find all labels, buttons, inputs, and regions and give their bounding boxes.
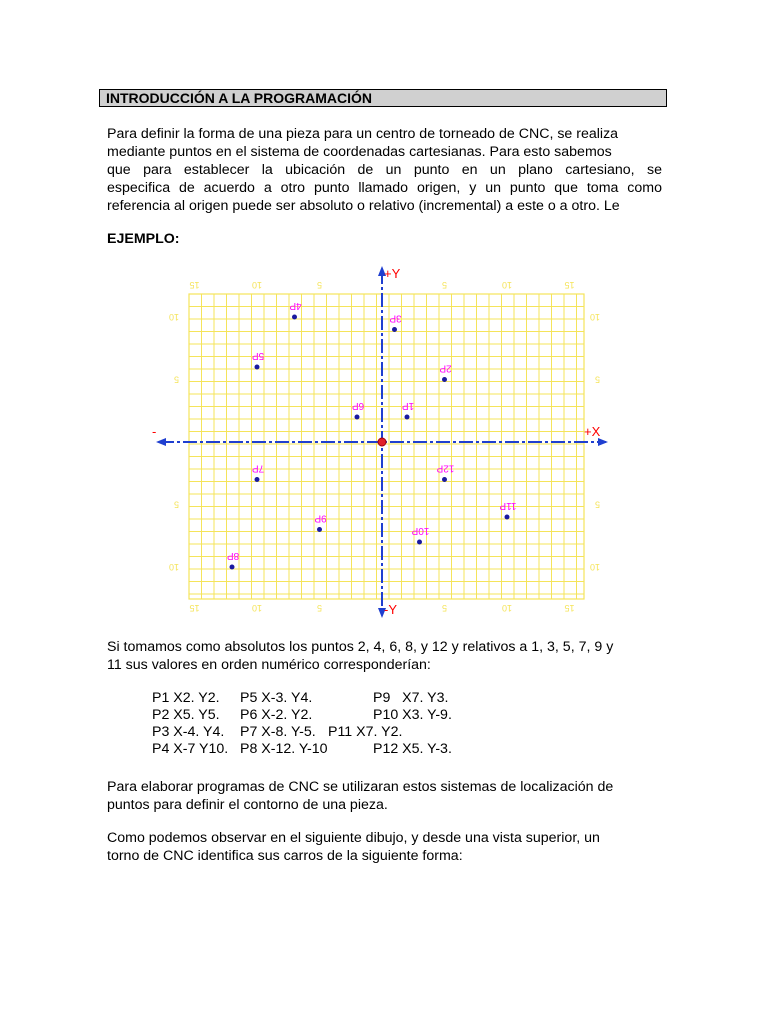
tick-label-bottom: 15	[189, 603, 200, 613]
axis-label-x-pos: +X	[584, 424, 601, 439]
coordinate-entry: P6 X-2. Y2.	[240, 707, 313, 723]
intro-line: mediante puntos en el sistema de coordenadas cartesianas. Para esto sabemos	[107, 144, 612, 160]
point-label: 2P	[439, 362, 452, 374]
tick-label-right: 5	[594, 374, 600, 385]
point-label: 1P	[401, 400, 415, 411]
coordinate-entry: P2 X5. Y5.	[152, 707, 220, 723]
coordinate-entry: P11 X7. Y2.	[328, 724, 403, 740]
point-label: 5P	[251, 350, 265, 361]
point-label: 10P	[411, 525, 430, 536]
point-marker	[442, 377, 447, 382]
section-heading: INTRODUCCIÓN A LA PROGRAMACIÓN	[99, 89, 667, 107]
x-axis-arrow-left	[156, 438, 166, 446]
tick-label-top: 5	[316, 280, 323, 290]
coordinate-entry: P7 X-8. Y-5.	[240, 724, 316, 740]
tick-label-top: 10	[251, 280, 263, 290]
tick-label-top: 10	[501, 280, 513, 290]
point-label: 4P	[289, 300, 302, 311]
axis-label-y-neg: -Y	[384, 602, 397, 617]
tick-label-bottom: 10	[251, 603, 263, 613]
tick-label-left: 5	[173, 374, 179, 385]
point-marker	[317, 527, 322, 532]
coordinate-entry: P9 X7. Y3.	[373, 690, 449, 706]
absolute-relative-paragraph	[107, 638, 662, 674]
coordinate-entry: P10 X3. Y-9.	[373, 707, 452, 723]
tick-label-bottom: 15	[564, 603, 575, 613]
axis-label-y-pos: +Y	[384, 266, 401, 281]
coordinate-row	[152, 724, 452, 741]
paragraph-line: Para elaborar programas de CNC se utilizaran estos sistemas de localización de	[107, 779, 614, 795]
tick-label-right: 10	[589, 312, 600, 322]
tick-label-top: 15	[564, 280, 575, 290]
tick-label-right: 5	[594, 499, 600, 510]
intro-line: especifica de acuerdo a otro punto llamado origen, y un punto que toma como	[107, 180, 662, 196]
tick-label-left: 10	[168, 562, 179, 572]
point-label: 3P	[389, 312, 402, 324]
point-marker	[230, 565, 235, 570]
origin-point	[378, 438, 386, 446]
paragraph-line: puntos para definir el contorno de una pieza.	[107, 797, 388, 813]
point-label: 8P	[226, 550, 240, 561]
cartesian-plane-chart	[150, 262, 620, 622]
coordinate-entry: P4 X-7 Y10.	[152, 741, 229, 757]
coordinate-entry: P5 X-3. Y4.	[240, 690, 313, 706]
paragraph-line: torno de CNC identifica sus carros de la siguiente forma:	[107, 848, 463, 864]
coordinate-row	[152, 690, 452, 707]
intro-line: Para definir la forma de una pieza para un centro de torneado de CNC, se realiza	[107, 126, 619, 142]
point-label: 12P	[436, 462, 455, 474]
coordinate-entry: P1 X2. Y2.	[152, 690, 220, 706]
lathe-view-paragraph	[107, 829, 662, 865]
tick-label-bottom: 5	[441, 603, 448, 613]
paragraph-line: 11 sus valores en orden numérico corresponderían:	[107, 657, 431, 673]
tick-label-right: 10	[589, 562, 600, 572]
point-marker	[505, 515, 510, 520]
tick-label-top: 15	[189, 280, 200, 290]
point-label: 7P	[251, 462, 265, 474]
point-label: 6P	[351, 400, 365, 411]
paragraph-line: Si tomamos como absolutos los puntos 2, 4, 6, 8, y 12 y relativos a 1, 3, 5, 7, 9 y	[107, 639, 614, 655]
coordinate-row	[152, 741, 452, 758]
point-marker	[405, 415, 410, 420]
tick-label-left: 5	[173, 499, 179, 510]
point-marker	[392, 327, 397, 332]
cnc-programs-paragraph	[107, 778, 662, 814]
coordinate-row	[152, 707, 452, 724]
point-marker	[255, 477, 260, 482]
point-marker	[355, 415, 360, 420]
coordinate-list	[152, 690, 452, 758]
tick-label-bottom: 5	[316, 603, 323, 613]
point-label: 9P	[314, 512, 327, 524]
coordinate-entry: P3 X-4. Y4.	[152, 724, 225, 740]
point-marker	[417, 540, 422, 545]
axis-label-x-neg: -	[152, 424, 157, 439]
intro-paragraph	[107, 125, 662, 215]
coordinate-entry: P8 X-12. Y-10	[240, 741, 328, 757]
point-marker	[292, 315, 297, 320]
tick-label-left: 10	[168, 312, 179, 322]
point-marker	[442, 477, 447, 482]
tick-label-bottom: 10	[501, 603, 513, 613]
grid-border	[189, 294, 584, 599]
point-label: 11P	[499, 500, 517, 511]
point-marker	[255, 365, 260, 370]
example-label: EJEMPLO:	[107, 231, 180, 247]
coordinate-entry: P12 X5. Y-3.	[373, 741, 452, 757]
intro-line: referencia al origen puede ser absoluto o relativo (incremental) a este o a otro. Le	[107, 198, 620, 214]
x-axis-arrow-right	[598, 438, 608, 446]
paragraph-line: Como podemos observar en el siguiente dibujo, y desde una vista superior, un	[107, 830, 600, 846]
tick-label-top: 5	[441, 280, 448, 290]
intro-line: que para establecer la ubicación de un punto en un plano cartesiano, se	[107, 162, 662, 178]
